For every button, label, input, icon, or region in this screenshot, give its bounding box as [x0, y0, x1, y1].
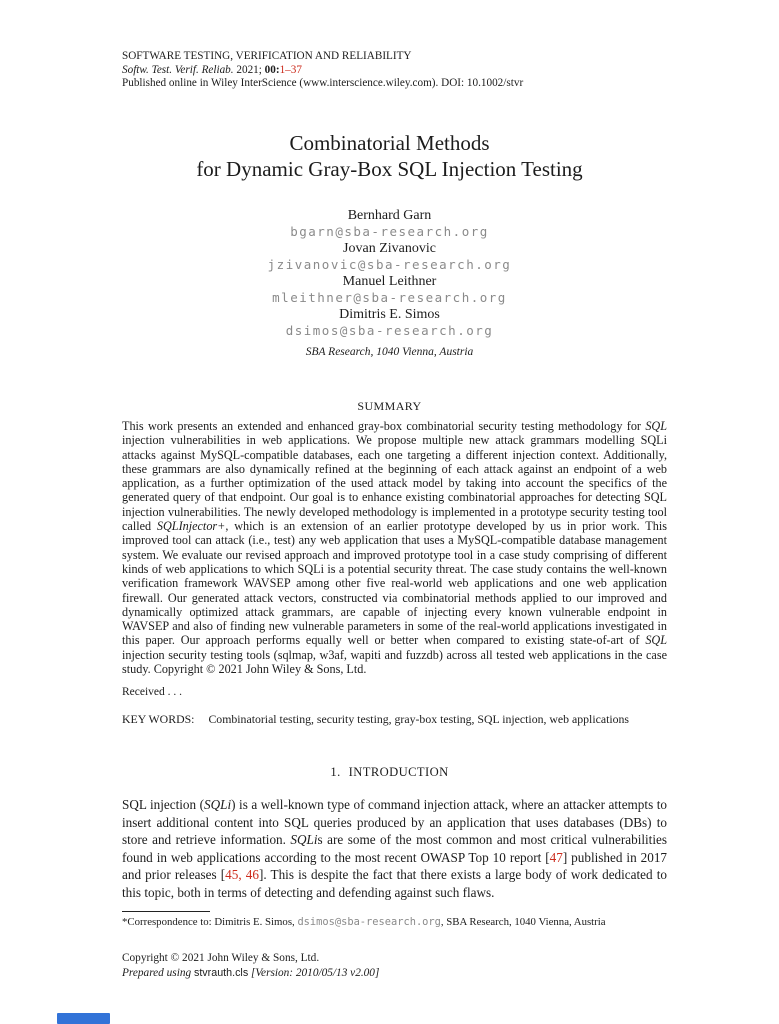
text-segment: injection vulnerabilities in web applications. We propose multiple new attack grammars modelling SQLi attacks against MySQL-compatible databases, each one targeting a different injection context. Additionally, these grammars are also dynamically refined at the beginning of each attack against an endpoint of a web application, as a further optimization of the used attack model by taking into account the specifics of the generated query of that endpoint. Our goal is to enhance existing combinatorial approaches for detecting SQL injection vulnerabilities. The newly developed methodology is implemented in a prototype security testing tool called: [122, 433, 667, 534]
paper-title-line1: Combinatorial Methods: [289, 131, 490, 155]
author-email-link[interactable]: jzivanovic@sba-research.org: [267, 257, 512, 272]
summary-heading: SUMMARY: [357, 399, 422, 413]
footnote-rule: [122, 911, 210, 912]
paper-title-line2: for Dynamic Gray-Box SQL Injection Testing: [196, 157, 583, 181]
text-segment: ] published in 2017 and prior releases [: [122, 849, 668, 883]
text-segment: injection security testing tools (sqlmap, w3af, wapiti and fuzzdb) across all tested web applications in the case study. Copyright © 2021 John Wiley & Sons, Ltd.: [122, 647, 667, 677]
text-segment: SQL: [645, 419, 667, 433]
text-segment: SQL: [645, 633, 667, 648]
copyright-line: Copyright © 2021 John Wiley & Sons, Ltd.: [122, 952, 320, 964]
abstract-text: [122, 419, 667, 676]
text-segment: Prepared using: [122, 967, 194, 979]
text-segment: 2021;: [233, 63, 265, 76]
citation-line: [122, 64, 667, 78]
paper-title: [112, 130, 667, 182]
author-entry: [112, 207, 667, 240]
text-segment: [Version: 2010/05/13 v2.00]: [248, 967, 380, 979]
text-segment: SQLInjector+: [156, 519, 226, 534]
author-entry: [112, 240, 667, 273]
keywords-line: [122, 712, 667, 727]
bottom-blue-bar: [57, 1013, 110, 1024]
text-segment: SQLi: [290, 832, 318, 848]
text-segment: , SBA Research, 1040 Vienna, Austria: [440, 916, 606, 928]
text-segment: This work presents an extended and enhanced gray-box combinatorial security testing methodology for: [122, 419, 646, 433]
section-heading: [112, 765, 667, 780]
correspondence-email-link[interactable]: dsimos@sba-research.org: [297, 916, 441, 928]
text-segment: s are some of the most common and most critical vulnerabilities found in web applications according to the most recent OWASP Top 10 report [: [122, 832, 667, 865]
citation-link[interactable]: 47: [549, 849, 563, 865]
author-name: Jovan Zivanovic: [343, 241, 436, 256]
text-segment: ]. This is despite the fact that there exists a large body of work dedicated to this topic, both in terms of detecting and defending against such flaws.: [122, 867, 667, 900]
correspondence-footnote: [122, 916, 677, 929]
author-email-link[interactable]: bgarn@sba-research.org: [290, 224, 489, 239]
author-name: Dimitris E. Simos: [339, 307, 440, 322]
author-entry: [112, 273, 667, 306]
author-email-link[interactable]: dsimos@sba-research.org: [285, 323, 494, 338]
authors-block: [112, 207, 667, 339]
author-email-link[interactable]: mleithner@sba-research.org: [272, 290, 507, 305]
affiliation: SBA Research, 1040 Vienna, Austria: [305, 346, 474, 358]
section-number: 1.: [330, 765, 341, 779]
intro-paragraph: [122, 796, 667, 902]
text-segment: , which is an extension of an earlier prototype developed by us in prior work. This improved tool can attack (i.e., test) any web application that uses a MySQL-compatible database management system. We evaluate our revised approach and improved prototype tool in a case study comprising of different kinds of web applications to which SQLi is a potential security threat. The case study contains the well-known verification framework WAVSEP among other five real-world web applications and one web application firewall. Our generated attack vectors, constructed via combinatorial methods applied to our improved and dynamically optimized attack grammars, are capable of injecting every known vulnerable endpoint in WAVSEP and also of finding new vulnerable parameters in some of the real-world applications investigated in this paper. Our approach performs equally well or better when compared to existing state-of-art of: [122, 519, 667, 648]
received-line: Received . . .: [122, 686, 183, 698]
text-segment: ) is a well-known type of command injection attack, where an attacker attempts to insert additional content into SQL queries produced by an application that uses databases (DBs) to store and retrieve information.: [122, 797, 667, 848]
published-line: Published online in Wiley InterScience (www.interscience.wiley.com). DOI: 10.1002/stvr: [122, 77, 524, 90]
citation-link[interactable]: 45, 46: [225, 867, 259, 883]
text-segment: SQLi: [204, 797, 232, 812]
text-segment: Softw. Test. Verif. Reliab.: [122, 63, 234, 76]
text-segment: stvrauth.cls: [193, 967, 249, 979]
text-segment: SQL injection (: [122, 797, 205, 812]
author-name: Manuel Leithner: [342, 274, 437, 289]
author-entry: [112, 306, 667, 339]
text-segment: 00:: [264, 63, 280, 76]
page-range-link[interactable]: 1–37: [279, 63, 302, 76]
keywords-text: Combinatorial testing, security testing, gray-box testing, SQL injection, web applications: [208, 712, 630, 726]
section-title: INTRODUCTION: [348, 765, 449, 779]
keywords-label: KEY WORDS:: [122, 712, 195, 726]
prepared-line: [122, 967, 667, 979]
journal-header: [122, 50, 667, 91]
author-name: Bernhard Garn: [347, 208, 432, 223]
text-segment: *Correspondence to: Dimitris E. Simos,: [122, 916, 298, 928]
journal-name: SOFTWARE TESTING, VERIFICATION AND RELIABILITY: [122, 50, 412, 62]
